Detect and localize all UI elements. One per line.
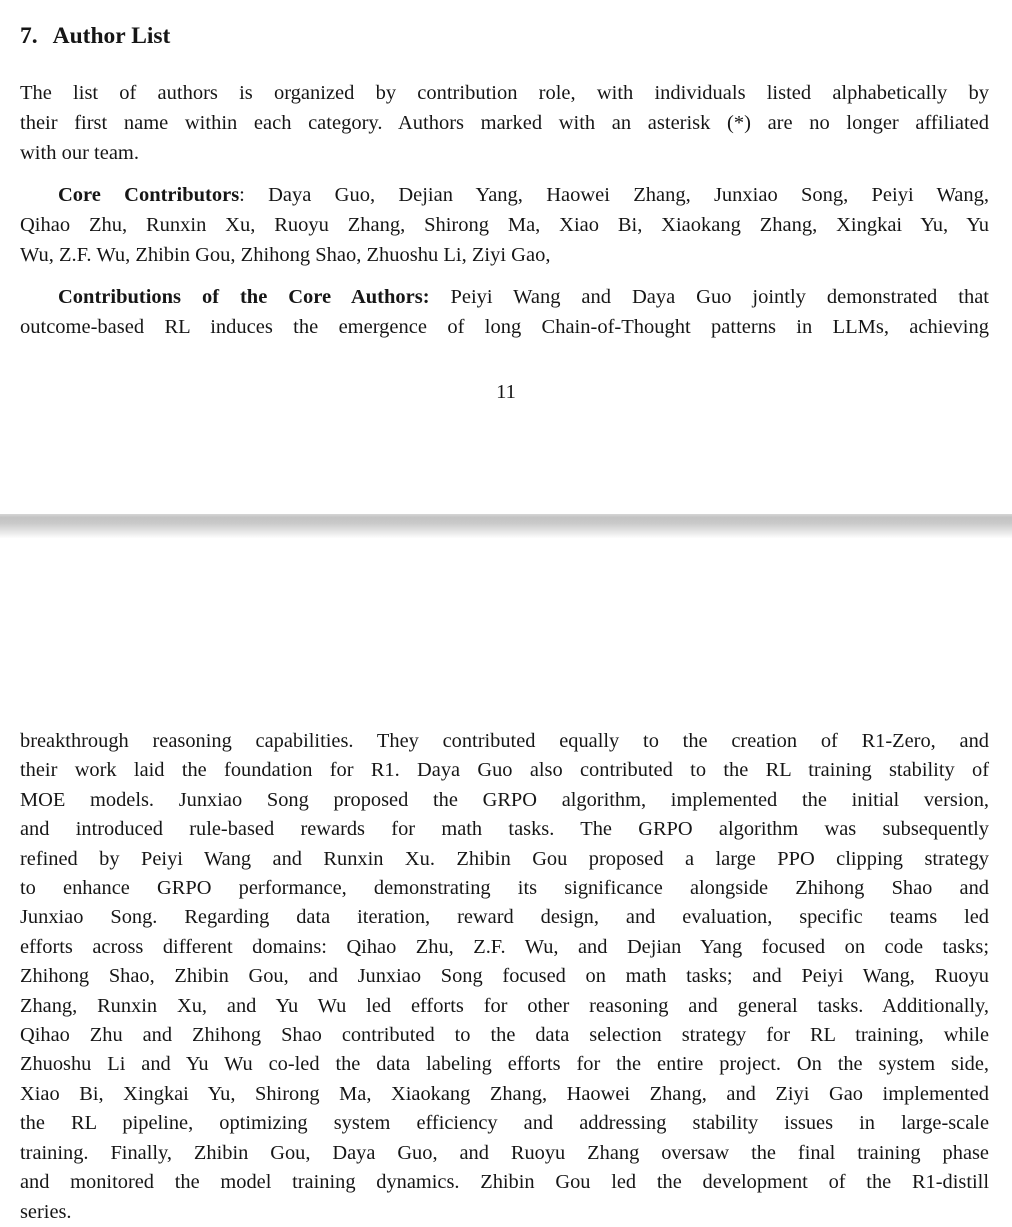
- section-title: Author List: [52, 23, 171, 49]
- text-line: [20, 992, 989, 1021]
- bold-run: Core Contributors: [58, 184, 240, 206]
- text-run: Junxiao Song. Regarding data iteration, reward design, and evaluation, specific teams led: [20, 906, 989, 929]
- text-run: Xiao Bi, Xingkai Yu, Shirong Ma, Xiaokang Zhang, Haowei Zhang, and Ziyi Gao implemented: [20, 1082, 989, 1105]
- text-run: Peiyi Wang and Daya Guo jointly demonstrated that: [429, 286, 989, 308]
- text-line: [20, 240, 989, 270]
- page-number: 11: [496, 381, 516, 403]
- text-run: breakthrough reasoning capabilities. They contributed equally to the creation of R1-Zero, and: [20, 730, 989, 752]
- paragraph: [20, 78, 989, 168]
- text-run: The list of authors is organized by contribution role, with individuals listed alphabetically by: [20, 82, 989, 104]
- text-line: [20, 1168, 989, 1197]
- bold-run: Contributions of the Core Authors:: [58, 286, 430, 308]
- text-line: [20, 1080, 989, 1109]
- text-run: and monitored the model training dynamics. Zhibin Gou led the development of the R1-distill: [20, 1171, 989, 1194]
- document-page-1: [0, 0, 1012, 342]
- text-line: [20, 312, 989, 342]
- text-line: [20, 756, 989, 785]
- document-page-2: [0, 727, 1012, 1227]
- text-run: their first name within each category. Authors marked with an asterisk (*) are no longer affiliated: [20, 112, 989, 134]
- text-run: refined by Peiyi Wang and Runxin Xu. Zhibin Gou proposed a large PPO clipping strategy: [20, 847, 989, 870]
- paragraph: [20, 180, 989, 270]
- text-run: Zhang, Runxin Xu, and Yu Wu led efforts for other reasoning and general tasks. Additionally,: [20, 994, 989, 1017]
- paragraph: [20, 727, 989, 1227]
- text-line: [20, 138, 989, 168]
- text-run: their work laid the foundation for R1. Daya Guo also contributed to the RL training stability of: [20, 759, 989, 782]
- text-line: [20, 903, 989, 932]
- section-heading: [20, 21, 989, 51]
- text-run: to enhance GRPO performance, demonstrating its significance alongside Zhihong Shao and: [20, 877, 989, 900]
- text-line: [20, 845, 989, 874]
- page1-body: [0, 78, 1012, 342]
- text-line: [20, 210, 989, 240]
- text-line: [20, 874, 989, 903]
- text-line: [20, 962, 989, 991]
- text-run: the RL pipeline, optimizing system efficiency and addressing stability issues in large-scale: [20, 1112, 989, 1135]
- text-line: [20, 1198, 989, 1227]
- text-line: [20, 78, 989, 108]
- text-line: [20, 1109, 989, 1138]
- text-line: [20, 1021, 989, 1050]
- text-line: [20, 108, 989, 138]
- text-line: [20, 1139, 989, 1168]
- paragraph: [20, 282, 989, 342]
- text-line: [20, 933, 989, 962]
- text-line: [20, 786, 989, 815]
- text-run: Qihao Zhu and Zhihong Shao contributed to the data selection strategy for RL training, while: [20, 1024, 989, 1047]
- text-run: Zhuoshu Li and Yu Wu co-led the data labeling efforts for the entire project. On the system side,: [20, 1053, 989, 1076]
- text-line: [20, 180, 989, 210]
- text-run: training. Finally, Zhibin Gou, Daya Guo, and Ruoyu Zhang oversaw the final training phase: [20, 1141, 989, 1164]
- text-run: Qihao Zhu, Runxin Xu, Ruoyu Zhang, Shirong Ma, Xiao Bi, Xiaokang Zhang, Xingkai Yu, Yu: [20, 214, 989, 236]
- page2-body: [0, 727, 1012, 1227]
- text-line: [20, 1050, 989, 1079]
- text-line: [20, 282, 989, 312]
- text-run: series.: [20, 1200, 72, 1223]
- text-run: : Daya Guo, Dejian Yang, Haowei Zhang, Junxiao Song, Peiyi Wang,: [239, 184, 989, 206]
- text-run: outcome-based RL induces the emergence of long Chain-of-Thought patterns in LLMs, achieving: [20, 316, 989, 338]
- text-run: Zhihong Shao, Zhibin Gou, and Junxiao Song focused on math tasks; and Peiyi Wang, Ruoyu: [20, 965, 989, 988]
- text-run: Wu, Z.F. Wu, Zhibin Gou, Zhihong Shao, Zhuoshu Li, Ziyi Gao,: [20, 244, 551, 266]
- section-number: 7.: [20, 23, 38, 49]
- text-line: [20, 815, 989, 844]
- text-run: with our team.: [20, 142, 139, 164]
- text-run: and introduced rule-based rewards for math tasks. The GRPO algorithm was subsequently: [20, 818, 989, 841]
- text-line: [20, 727, 989, 756]
- text-run: MOE models. Junxiao Song proposed the GRPO algorithm, implemented the initial version,: [20, 788, 989, 811]
- text-run: efforts across different domains: Qihao Zhu, Z.F. Wu, and Dejian Yang focused on code tasks;: [20, 935, 989, 958]
- page-break-divider: [0, 514, 1012, 538]
